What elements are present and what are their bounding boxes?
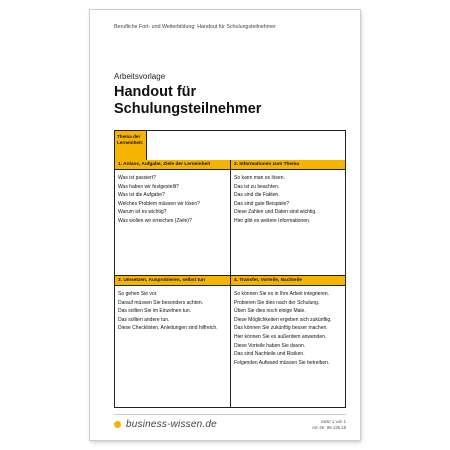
section-2 — [231, 160, 345, 276]
section-3-line: Das sollten andere tun. — [118, 316, 170, 323]
section-2-line: Diese Zahlen und Daten sind wichtig. — [234, 209, 317, 216]
topic-label-line-1: Thema der — [117, 134, 141, 139]
section-4-line: Folgenden Aufwand müssen Sie betreiben. — [234, 359, 330, 366]
document-kind: Arbeitsvorlage — [114, 72, 166, 81]
document-title — [114, 84, 344, 118]
section-4-line: Diese Vorteile haben Sie davon. — [234, 342, 306, 349]
section-4-line: Das können Sie zukünftig besser machen. — [234, 325, 328, 332]
section-1-line: Warum ist es wichtig? — [118, 209, 167, 216]
section-4-title: 4. Transfer, Vorteile, Nachteile — [231, 276, 345, 286]
document-page — [90, 10, 360, 440]
section-4-line: Üben Sie dies noch einige Male. — [234, 308, 306, 315]
section-1-line: Was haben wir festgestellt? — [118, 183, 179, 190]
section-2-title: 2. Informationen zum Thema — [231, 160, 345, 170]
title-line-2: Schulungsteilnehmer — [114, 101, 262, 117]
footer-divider — [114, 414, 346, 415]
section-3-line: So gehen Sie vor. — [118, 291, 158, 297]
page-info: Seite 1 von 1 — [320, 419, 346, 424]
topic-row — [115, 131, 345, 161]
section-3-title: 3. Umsetzen, Ausprobieren, selbst tun — [115, 276, 230, 286]
brand-logo — [114, 419, 217, 430]
section-4-line: Hier können Sie es außerdem anwenden. — [234, 333, 327, 340]
section-4-line: So können Sie es in Ihre Arbeit integrieren. — [234, 291, 330, 297]
section-1-line: Welches Problem müssen wir lösen? — [118, 200, 200, 207]
section-2-line: Hier gibt es weitere Informationen. — [234, 217, 311, 224]
article-number: Art.-Nr. 99.135.18 — [312, 425, 346, 430]
section-3-line: Das sollten Sie im Einzelnen tun. — [118, 308, 192, 315]
section-2-line: Das ist zu beachten. — [234, 183, 280, 190]
section-3-line: Diese Checklisten, Anleitungen sind hilfreich. — [118, 325, 218, 332]
section-4-line: Diese Möglichkeiten ergeben sich zukünftig. — [234, 316, 332, 323]
section-2-line: Das sind gute Beispiele? — [234, 200, 290, 207]
topic-label-line-2: Lerneinheit: — [117, 140, 144, 145]
section-2-line: Das sind die Fakten. — [234, 192, 280, 199]
section-1-title: 1. Anlass, Aufgabe, Ziele der Lerneinheit — [115, 160, 230, 170]
section-1-line: Was ist die Aufgabe? — [118, 192, 165, 199]
section-2-line: So kann man es lösen. — [234, 175, 285, 181]
section-4 — [231, 276, 345, 407]
title-line-1: Handout für — [114, 84, 197, 100]
footer-meta — [312, 419, 346, 431]
topic-value[interactable] — [148, 131, 344, 160]
section-4-line: Das sind Nachteile und Risiken. — [234, 351, 305, 358]
section-4-line: Probieren Sie dies nach der Schulung. — [234, 299, 320, 306]
topic-label — [115, 131, 147, 160]
section-1-line: Was ist passiert? — [118, 175, 156, 181]
logo-dot-icon — [114, 421, 121, 428]
logo-text: business-wissen.de — [126, 419, 217, 430]
section-1 — [115, 160, 231, 276]
section-1-line: Was wollen wir erreichen (Ziele)? — [118, 217, 192, 224]
section-3 — [115, 276, 231, 407]
worksheet-table — [114, 130, 346, 408]
section-3-line: Darauf müssen Sie besonders achten. — [118, 299, 204, 306]
document-header: Berufliche Fort- und Weiterbildung: Handout für Schulungsteilnehmer — [114, 24, 276, 30]
